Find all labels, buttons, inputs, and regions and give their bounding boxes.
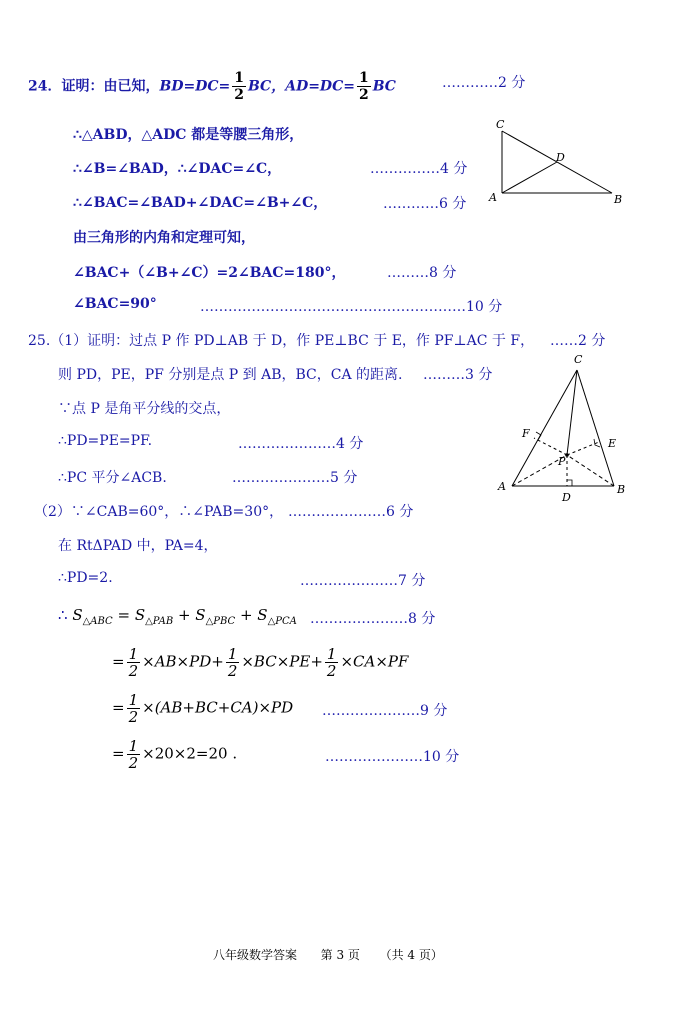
fig25-label-b: B: [617, 483, 626, 496]
fig25-label-f: F: [522, 427, 530, 440]
q25-line-4: ∴PD=PE=PF.: [58, 433, 153, 449]
q24-line-4: 由三角形的内角和定理可知，: [73, 230, 255, 246]
q25-score-2: ………3 分: [423, 367, 493, 383]
q25-line-1: 25.（1）证明：过点 P 作 PD⊥AB 于 D，作 PE⊥BC 于 E，作 PF⊥AC 于 F，: [28, 333, 535, 349]
half-fraction: $\frac{1}{2}$: [128, 645, 139, 680]
q25-score-4: …………………4 分: [238, 436, 364, 452]
q25-line-5: ∴PC 平分∠ACB.: [58, 470, 167, 486]
q25-score-1: ……2 分: [550, 333, 606, 349]
fig25-label-c: C: [574, 353, 583, 366]
q24-score-2: ……………4 分: [370, 161, 468, 177]
fig24-label-c: C: [496, 118, 505, 131]
footer-total: （共 4 页）: [379, 948, 443, 962]
half-fraction: $\frac{1}{2}$: [227, 645, 238, 680]
q24-line-5: ∠BAC+（∠B+∠C）=2∠BAC=180°，: [73, 265, 346, 281]
q25-expansion-3: = $\frac{1}{2}$ ×20×2=20 .: [112, 737, 238, 772]
half-fraction: $\frac{1}{2}$: [128, 691, 139, 726]
fig25-label-p: P: [558, 455, 566, 468]
q24-score-5: ………8 分: [387, 265, 457, 281]
q24-line-3: ∴∠BAC=∠BAD+∠DAC=∠B+∠C，: [73, 195, 328, 211]
q24-line-6: ∠BAC=90°: [73, 296, 157, 312]
q25-score-11: …………………10 分: [325, 749, 460, 765]
q25-line-3: ∵点 P 是角平分线的交点，: [58, 401, 231, 417]
fig24-label-b: B: [614, 193, 623, 206]
page-footer: [213, 946, 443, 963]
q24-score-1: …………2 分: [442, 75, 526, 91]
fig24-label-a: A: [489, 191, 497, 204]
q24-score-6: …………………………………………………10 分: [200, 299, 503, 315]
q25-line-8: ∴PD=2.: [58, 570, 113, 586]
q25-expansion-1: = $\frac{1}{2}$ ×AB×PD+ $\frac{1}{2}$ ×BC×PE+ $\frac{1}{2}$ ×CA×PF: [112, 645, 409, 680]
q25-score-9: …………………8 分: [310, 611, 436, 627]
q25-score-6: …………………6 分: [288, 504, 414, 520]
fig24-label-d: D: [556, 151, 565, 164]
q25-expansion-2: = $\frac{1}{2}$ ×(AB+BC+CA)×PD: [112, 691, 294, 726]
q25-line-7: 在 RtΔPAD 中，PA=4，: [58, 538, 218, 554]
half-fraction: $\frac{1}{2}$: [234, 70, 244, 103]
q25-area-equation: ∴ $S_{\triangle ABC} = S_{\triangle PAB} + S_{\triangle PBC} + S_{\triangle PCA}$: [58, 606, 297, 627]
q25-score-5: …………………5 分: [232, 470, 358, 486]
q25-line-6: （2）∵∠CAB=60°，∴∠PAB=30°，: [34, 504, 284, 520]
q24-line-2: ∴∠B=∠BAD，∴∠DAC=∠C，: [73, 161, 282, 177]
bc-term: BC: [247, 78, 272, 95]
q24-bd-dc: BD=DC=: [159, 78, 231, 95]
half-fraction: $\frac{1}{2}$: [358, 70, 369, 103]
bc-term: BC: [372, 78, 396, 95]
q25-score-10: …………………9 分: [322, 703, 448, 719]
q24-ad-dc: ，AD=DC=: [271, 78, 355, 95]
footer-page: 第 3 页: [320, 948, 360, 962]
q25-score-8: …………………7 分: [300, 573, 426, 589]
q24-line-1: ∴△ABD，△ADC 都是等腰三角形，: [73, 127, 304, 143]
fig25-label-e: E: [608, 437, 617, 450]
q24-label: 24．证明：由已知，: [28, 78, 160, 95]
fig25-label-d: D: [562, 491, 571, 504]
q24-heading: [28, 70, 396, 103]
q24-score-3: …………6 分: [383, 196, 467, 212]
q24-figure: [484, 115, 624, 210]
q25-figure: [492, 348, 632, 508]
fig25-label-a: A: [498, 480, 506, 493]
half-fraction: $\frac{1}{2}$: [326, 645, 337, 680]
footer-subject: 八年级数学答案: [213, 948, 298, 962]
half-fraction: $\frac{1}{2}$: [128, 737, 139, 772]
q25-line-2: 则 PD，PE，PF 分别是点 P 到 AB，BC，CA 的距离.: [58, 367, 403, 383]
